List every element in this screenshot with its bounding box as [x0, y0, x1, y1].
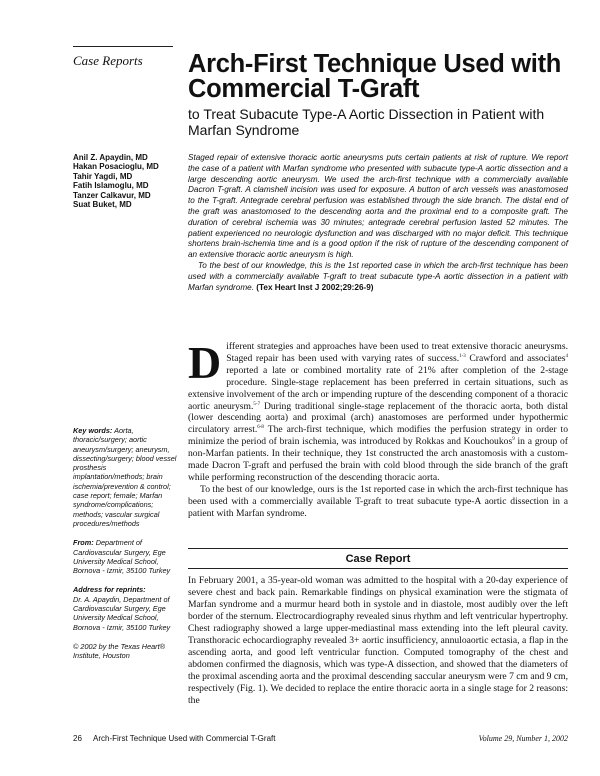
reference-marker: 9: [512, 437, 515, 443]
page-footer: [73, 734, 275, 743]
author: Anil Z. Apaydin, MD: [73, 153, 148, 162]
affiliation: From: Department of Cardiovascular Surgery, Ege University Medical School, Bornova - Izmir, 35100 Turkey: [73, 538, 171, 576]
reference-marker: 6-8: [257, 425, 264, 431]
page-number: 26: [73, 734, 82, 743]
drop-cap: D: [188, 337, 222, 388]
from-label: From:: [73, 538, 94, 548]
case-report-heading: Case Report: [345, 553, 411, 565]
keywords-label: Key words:: [73, 426, 113, 435]
author: Suat Buket, MD: [73, 200, 132, 210]
author: Tahir Yagdi, MD: [73, 171, 133, 181]
author: Tanzer Calkavur, MD: [73, 190, 151, 200]
abstract-paragraph: Staged repair of extensive thoracic aortic aneurysms puts certain patients at risk of rupture. We report the case of a patient with Marfan syndrome who presented with subacute type-A aortic dissection and a large descending aortic aneurysm. We used the arch-first technique with a commercially available Dacron T-graft. A clamshell incision was used for exposure. A button of arch vessels was anastomosed to the T-graft. Antegrade cerebral perfusion was established through the side branch. The distal end of the graft was anastomosed to the descending aorta and the proximal end to a composite graft. The duration of cerebral ischemia was 30 minutes; antegrade cerebral perfusion lasted 52 minutes. The patient experienced no neurologic dysfunction and was discharged with no major deficit. This technique shortens brain-ischemia time and is a good option if the risk of rupture of the descending component of an extensive thoracic aortic aneurysm is high.: [188, 153, 568, 260]
section-label: Case Reports: [73, 53, 143, 68]
author-list: [73, 153, 183, 209]
running-title: Arch-First Technique Used with Commercial T-Graft: [93, 734, 276, 743]
section-label-rule: [73, 46, 173, 47]
abstract-paragraph: [188, 261, 568, 293]
abstract: [188, 153, 568, 293]
article-subtitle: to Treat Subacute Type-A Aortic Dissection in Patient with Marfan Syndrome: [188, 106, 545, 138]
keywords: Key words: Aorta, thoracic/surgery; aortic aneurysm/surgery; aneurysm, dissecting/surgery; blood vessel prosthesis implantation/methods; brain ischemia/prevention & control; case report; female; Marfan syndrome/complications; methods; vascular surgical procedures/methods: [73, 426, 177, 528]
reprint-address: Address for reprints: Dr. A. Apaydin, Department of Cardiovascular Surgery, Ege University Medical School, Bornova - Izmir, 35100 Turkey: [73, 585, 171, 632]
author: Hakan Posacioglu, MD: [73, 162, 159, 172]
article-title: Arch-First Technique Used with Commercial T-Graft: [188, 50, 562, 103]
journal-citation: (Tex Heart Inst J 2002;29:26-9): [256, 282, 374, 292]
author: Fatih Islamoglu, MD: [73, 181, 149, 191]
introduction: [188, 337, 569, 520]
reference-marker: 5-7: [253, 401, 261, 407]
reprints-label: Address for reprints:: [73, 585, 146, 595]
intro-paragraph: Different strategies and approaches have been used to treat extensive thoracic aneurysms. Staged repair has been used with varying rates of success.$^{1-3}$ Crawford and associates$^4$ reported a late or combined mortality rate of 21% after completion of the 2-stage procedure. Single-stage replacement has been preferred in certain situations, such as extensive involvement of the arch or impending rupture of the descending component of a thoracic aortic aneurysm.$^{5-7}$ During traditional single-stage replacement of the thoracic aorta, both distal (lower descending aorta) and proximal (arch) anastomoses are performed under hypothermic circulatory arrest.$^{6-8}$ The arch-first technique, which modifies the perfusion strategy in order to minimize the period of brain ischemia, was introduced by Rokkas and Kouchoukos$^9$ in a group of non-Marfan patients. In their technique, they 1st constructed the arch anastomosis with a custom-made Dacron T-graft and perfused the brain with cold blood through the side branch of the graft while performing reconstruction of the descending thoracic aorta.: [188, 337, 569, 483]
reference-marker: 4: [565, 353, 568, 359]
journal-info: Volume 29, Number 1, 2002: [478, 734, 568, 743]
abstract-text: To the best of our knowledge, this is the 1st reported case in which the arch-first technique has been used with a commercially available T-graft to treat subacute type-A aortic dissection in a patient with Marfan syndrome.: [188, 260, 568, 292]
heading-rule: [188, 568, 568, 569]
sidebar-notes: [73, 426, 177, 671]
intro-paragraph: To the best of our knowledge, ours is the 1st reported case in which the arch-first technique has been used with a commercially available T-graft to treat subacute type-A aortic dissection in a patient with Marfan syndrome.: [188, 483, 568, 519]
reference-marker: 1-3: [459, 353, 466, 359]
copyright: © 2002 by the Texas Heart® Institute, Houston: [73, 641, 166, 661]
heading-rule: [188, 548, 568, 549]
case-report-body: [188, 575, 568, 706]
case-paragraph: In February 2001, a 35-year-old woman was admitted to the hospital with a 20-day experience of severe chest and back pain. Remarkable findings on physical examination were the stigmata of Marfan syndrome and a murmur heard both in systole and in diastole, most audibly over the left border of the sternum. Electrocardiography revealed sinus rhythm and left ventricular hypertrophy. Chest radiography showed a large upper-mediastinal mass extending into the left pleural cavity. Transthoracic echocardiography revealed 3+ aortic insufficiency, annuloaortic ectasia, a flap in the ascending aorta, and good left ventricular function. Computed tomography of the chest and abdomen confirmed the diagnosis, which was type-A dissection, and showed that the diameters of the proximal ascending aorta and the proximal descending saccular aneurysm were 7 cm and 9 cm, respectively (Fig. 1). We decided to replace the entire thoracic aorta in a single stage for 2 reasons: the: [188, 575, 568, 706]
